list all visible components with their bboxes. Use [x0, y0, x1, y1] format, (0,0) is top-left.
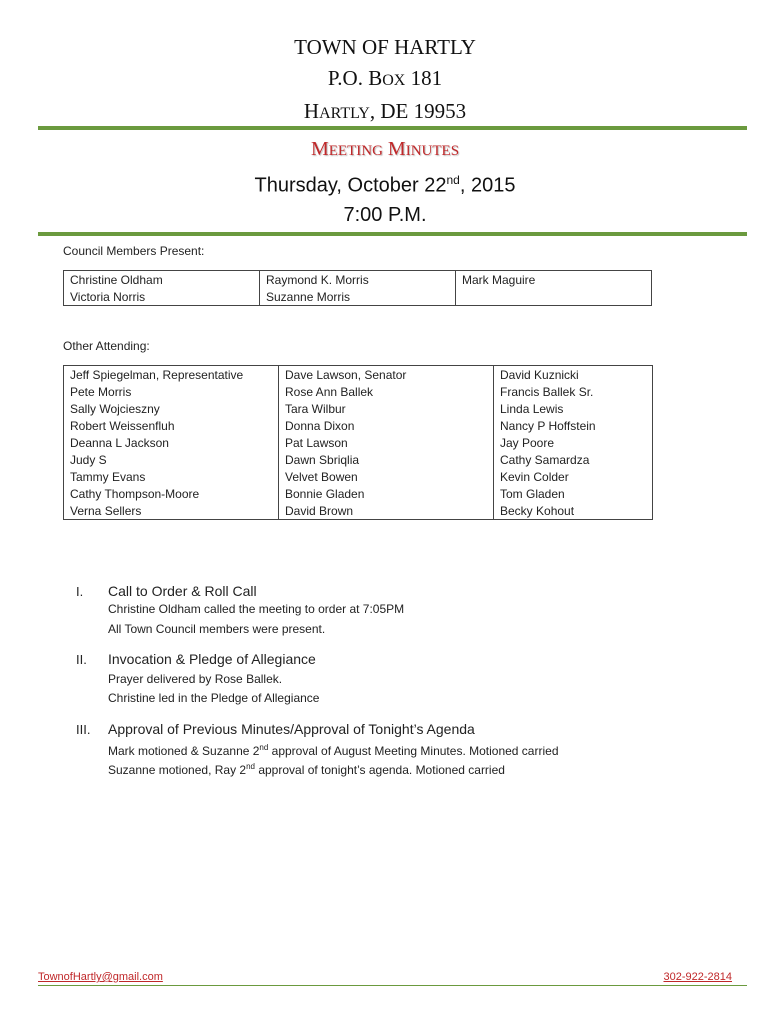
- text-part: approval of August Meeting Minutes. Motioned carried: [268, 744, 559, 758]
- table-cell: David Kuznicki: [494, 366, 653, 384]
- table-cell: Deanna L Jackson: [64, 434, 279, 451]
- table-cell: Nancy P Hoffstein: [494, 417, 653, 434]
- title-part1: M: [310, 138, 329, 160]
- table-cell: Christine Oldham: [64, 271, 260, 289]
- table-row: [64, 417, 653, 434]
- table-row: [64, 451, 653, 468]
- section-text: Prayer delivered by Rose Ballek.: [108, 672, 283, 686]
- title-part3: M: [382, 138, 406, 160]
- others-label: Other Attending:: [63, 339, 150, 353]
- table-cell: Bonnie Gladen: [279, 485, 494, 502]
- date-text: [0, 166, 770, 201]
- section-text: Christine led in the Pledge of Allegiance: [108, 691, 320, 705]
- date-divider: [38, 232, 747, 236]
- meeting-date: [0, 166, 770, 230]
- table-cell: Dave Lawson, Senator: [279, 366, 494, 384]
- table-row: [64, 271, 652, 289]
- table-cell: Verna Sellers: [64, 502, 279, 520]
- table-row: [64, 400, 653, 417]
- date-year: , 2015: [459, 174, 516, 197]
- table-row: [64, 468, 653, 485]
- table-cell: Pat Lawson: [279, 434, 494, 451]
- table-cell: Raymond K. Morris: [260, 271, 456, 289]
- header-divider: [38, 126, 747, 130]
- table-cell: David Brown: [279, 502, 494, 520]
- footer-email-link[interactable]: TownofHartly@gmail.com: [38, 971, 163, 983]
- table-cell: Pete Morris: [64, 383, 279, 400]
- po-box-part1: P.O. B: [327, 66, 383, 90]
- footer-phone-link[interactable]: 302-922-2814: [663, 971, 732, 983]
- table-cell: Tammy Evans: [64, 468, 279, 485]
- council-table: [63, 270, 652, 306]
- section-text: All Town Council members were present.: [108, 622, 326, 636]
- section-title: Approval of Previous Minutes/Approval of Tonight’s Agenda: [108, 721, 475, 737]
- table-cell: Francis Ballek Sr.: [494, 383, 653, 400]
- table-cell: Sally Wojcieszny: [64, 400, 279, 417]
- section-numeral: II.: [76, 652, 87, 667]
- table-cell: Linda Lewis: [494, 400, 653, 417]
- city-state: [0, 96, 770, 129]
- town-name: TOWN OF HARTLY: [294, 35, 476, 59]
- section-title: Invocation & Pledge of Allegiance: [108, 651, 316, 667]
- city-part1: H: [303, 99, 320, 123]
- table-row: [64, 366, 653, 384]
- meeting-time: 7:00 P.M.: [343, 203, 427, 226]
- council-label: Council Members Present:: [63, 244, 205, 258]
- others-table: [63, 365, 653, 520]
- text-part: Suzanne motioned, Ray 2: [108, 763, 247, 777]
- table-cell: Cathy Thompson-Moore: [64, 485, 279, 502]
- table-cell: Cathy Samardza: [494, 451, 653, 468]
- table-cell: Robert Weissenfluh: [64, 417, 279, 434]
- table-row: [64, 383, 653, 400]
- section-numeral: I.: [76, 584, 84, 599]
- table-row: [64, 434, 653, 451]
- table-cell: Suzanne Morris: [260, 288, 456, 306]
- date-suffix: nd: [446, 173, 460, 187]
- table-row: [64, 502, 653, 520]
- table-cell: Rose Ann Ballek: [279, 383, 494, 400]
- table-cell: Judy S: [64, 451, 279, 468]
- table-cell: Velvet Bowen: [279, 468, 494, 485]
- text-part: approval of tonight’s agenda. Motioned carried: [255, 763, 505, 777]
- table-cell: Jeff Spiegelman, Representative: [64, 366, 279, 384]
- meeting-minutes-title: [0, 136, 770, 164]
- title-part2: EETING: [328, 143, 383, 159]
- table-cell: Dawn Sbriqlia: [279, 451, 494, 468]
- city-part2: ARTLY: [319, 105, 370, 122]
- section-title: Call to Order & Roll Call: [108, 583, 257, 599]
- po-box-part3: 181: [405, 66, 443, 90]
- table-cell: Donna Dixon: [279, 417, 494, 434]
- city-part3: , DE 19953: [369, 99, 467, 123]
- table-cell: Victoria Norris: [64, 288, 260, 306]
- section-numeral: III.: [76, 722, 91, 737]
- table-cell: Becky Kohout: [494, 502, 653, 520]
- section-text: [108, 762, 505, 777]
- text-part: Mark motioned & Suzanne 2: [108, 744, 260, 758]
- table-row: [64, 288, 652, 306]
- letterhead: [0, 32, 770, 129]
- po-box-part2: OX: [382, 72, 406, 89]
- footer-divider: [38, 985, 747, 986]
- ordinal-suffix: nd: [246, 762, 255, 771]
- table-cell: Tom Gladen: [494, 485, 653, 502]
- table-cell: Kevin Colder: [494, 468, 653, 485]
- table-cell: Tara Wilbur: [279, 400, 494, 417]
- section-text: [108, 743, 559, 758]
- date-day: Thursday, October 22: [254, 174, 447, 197]
- table-cell: Jay Poore: [494, 434, 653, 451]
- ordinal-suffix: nd: [259, 743, 269, 752]
- section-text: Christine Oldham called the meeting to order at 7:05PM: [108, 602, 405, 616]
- title-part4: INUTES: [405, 143, 460, 159]
- table-cell: [456, 288, 652, 306]
- po-box: [0, 63, 770, 96]
- table-cell: Mark Maguire: [456, 271, 652, 289]
- table-row: [64, 485, 653, 502]
